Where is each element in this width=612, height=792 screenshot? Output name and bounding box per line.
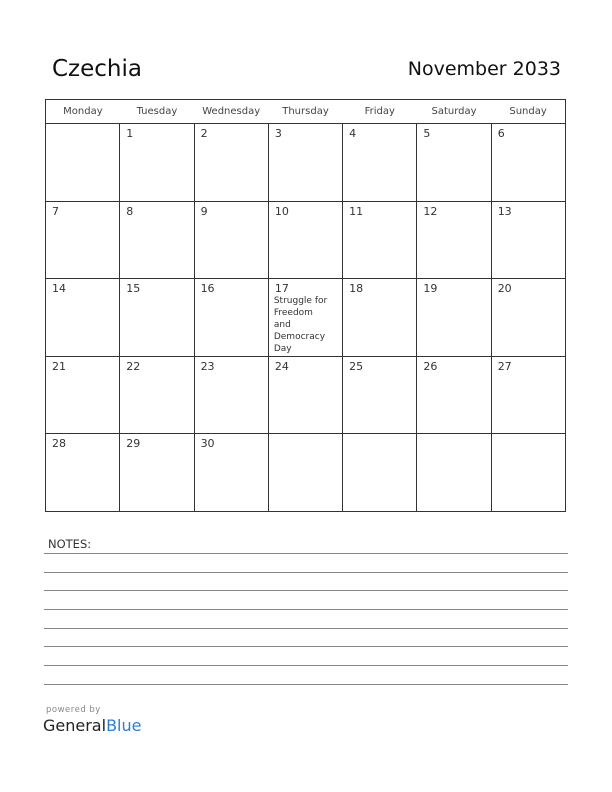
empty-day-cell xyxy=(268,434,342,512)
weekday-thursday: Thursday xyxy=(268,100,342,124)
day-cell xyxy=(194,124,268,202)
day-cell xyxy=(194,356,268,434)
day-number: 18 xyxy=(349,282,364,296)
day-number: 15 xyxy=(126,282,141,296)
day-cell xyxy=(120,201,194,279)
day-cell xyxy=(194,434,268,512)
weekday-wednesday: Wednesday xyxy=(194,100,268,124)
weekday-header-row xyxy=(46,100,566,124)
empty-day-cell xyxy=(46,124,120,202)
weekday-tuesday: Tuesday xyxy=(120,100,194,124)
day-number: 24 xyxy=(274,359,289,373)
day-cell xyxy=(46,356,120,434)
day-number: 10 xyxy=(274,204,289,218)
day-cell xyxy=(491,201,565,279)
holiday-label: and xyxy=(273,320,291,331)
day-number: 20 xyxy=(497,282,512,296)
day-cell xyxy=(120,279,194,357)
notes-line xyxy=(44,646,568,647)
calendar-grid xyxy=(45,99,566,512)
week-row xyxy=(46,279,566,357)
day-cell xyxy=(343,356,417,434)
day-cell xyxy=(343,279,417,357)
day-number: 11 xyxy=(349,204,364,218)
day-cell xyxy=(491,279,565,357)
day-number: 13 xyxy=(497,204,512,218)
notes-line xyxy=(44,665,568,666)
notes-label: NOTES: xyxy=(48,537,92,551)
day-cell xyxy=(46,434,120,512)
week-row xyxy=(46,201,566,279)
day-number: 6 xyxy=(497,127,505,140)
day-number: 21 xyxy=(52,359,66,373)
week-row xyxy=(46,124,566,202)
day-number: 19 xyxy=(423,282,438,296)
notes-line xyxy=(44,684,568,685)
day-cell xyxy=(268,201,342,279)
day-number: 29 xyxy=(126,437,141,451)
day-cell xyxy=(268,124,342,202)
week-row xyxy=(46,356,566,434)
country-title: Czechia xyxy=(52,56,142,82)
weekday-saturday: Saturday xyxy=(417,100,491,124)
day-number: 27 xyxy=(497,359,512,373)
day-cell xyxy=(343,201,417,279)
holiday-label: Day xyxy=(273,344,292,355)
day-number: 2 xyxy=(200,127,208,140)
notes-line xyxy=(44,553,568,554)
powered-by-text: powered by xyxy=(46,705,101,715)
day-cell xyxy=(417,279,491,357)
day-cell xyxy=(417,356,491,434)
weekday-friday: Friday xyxy=(343,100,417,124)
day-cell xyxy=(46,201,120,279)
week-row xyxy=(46,434,566,512)
notes-line xyxy=(44,609,568,610)
holiday-label: Democracy xyxy=(273,332,326,343)
day-number: 12 xyxy=(423,204,438,218)
day-number: 5 xyxy=(423,127,431,140)
day-number: 8 xyxy=(126,204,134,218)
empty-day-cell xyxy=(343,434,417,512)
logo-blue: Blue xyxy=(106,716,142,735)
day-number: 25 xyxy=(349,359,364,373)
day-number: 26 xyxy=(423,359,438,373)
day-number: 1 xyxy=(126,127,134,140)
day-cell xyxy=(491,356,565,434)
day-cell xyxy=(120,124,194,202)
day-number: 22 xyxy=(126,359,141,373)
day-cell xyxy=(417,124,491,202)
holiday-label: Freedom xyxy=(273,308,313,319)
day-number: 16 xyxy=(200,282,215,296)
day-number: 4 xyxy=(349,127,357,140)
day-cell xyxy=(46,279,120,357)
day-number: 30 xyxy=(200,437,215,451)
notes-line xyxy=(44,590,568,591)
day-cell xyxy=(194,279,268,357)
day-cell xyxy=(194,201,268,279)
weekday-sunday: Sunday xyxy=(491,100,565,124)
weekday-monday: Monday xyxy=(46,100,120,124)
holiday-label: Struggle for xyxy=(273,296,328,307)
day-number: 23 xyxy=(200,359,215,373)
day-number: 28 xyxy=(52,437,66,451)
day-cell xyxy=(343,124,417,202)
day-cell xyxy=(120,356,194,434)
day-cell xyxy=(268,356,342,434)
day-number: 17 xyxy=(274,282,289,296)
logo-general: General xyxy=(43,716,107,735)
month-title: November 2033 xyxy=(407,58,561,80)
empty-day-cell xyxy=(491,434,565,512)
generalblue-logo[interactable] xyxy=(43,716,141,735)
day-cell xyxy=(417,201,491,279)
day-cell xyxy=(120,434,194,512)
notes-line xyxy=(44,628,568,629)
empty-day-cell xyxy=(417,434,491,512)
day-number: 14 xyxy=(52,282,66,296)
notes-line xyxy=(44,572,568,573)
day-cell xyxy=(491,124,565,202)
day-number: 3 xyxy=(274,127,282,140)
day-number: 7 xyxy=(52,204,59,218)
day-number: 9 xyxy=(200,204,208,218)
day-cell xyxy=(268,279,342,357)
